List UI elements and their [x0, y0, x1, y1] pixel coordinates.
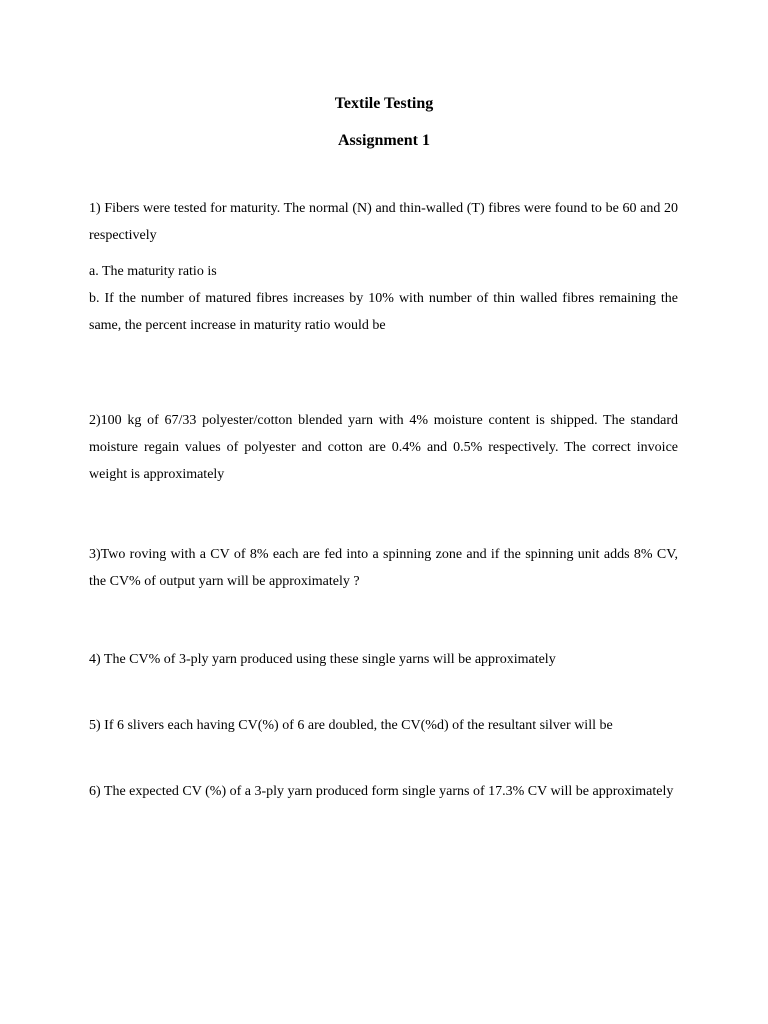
question-1-text: 1) Fibers were tested for maturity. The normal (N) and thin-walled (T) fibres were found to be 60 and 20 respectively: [89, 201, 678, 243]
question-2: [89, 407, 678, 488]
question-4: [89, 646, 678, 673]
question-1-part-a: a. The maturity ratio is: [89, 264, 217, 279]
question-4-text: 4) The CV% of 3-ply yarn produced using these single yarns will be approximately: [89, 652, 556, 667]
question-1: [89, 195, 678, 249]
question-5-text: 5) If 6 slivers each having CV(%) of 6 are doubled, the CV(%d) of the resultant silver will be: [89, 718, 613, 733]
question-6: [89, 778, 678, 805]
document-subtitle: Assignment 1: [337, 132, 430, 149]
question-5: [89, 712, 678, 739]
question-3: [89, 541, 678, 595]
question-1-parts: [89, 258, 678, 339]
question-2-text: 2)100 kg of 67/33 polyester/cotton blended yarn with 4% moisture content is shipped. The standard moisture regain values of polyester and cotton are 0.4% and 0.5% respectively. The correct invoice weight is approximately: [89, 413, 678, 482]
question-1-part-b: b. If the number of matured fibres increases by 10% with number of thin walled fibres remaining the same, the percent increase in maturity ratio would be: [89, 291, 678, 333]
question-6-text: 6) The expected CV (%) of a 3-ply yarn produced form single yarns of 17.3% CV will be approximately: [89, 784, 674, 799]
question-3-text: 3)Two roving with a CV of 8% each are fed into a spinning zone and if the spinning unit adds 8% CV, the CV% of output yarn will be approximately ?: [89, 547, 678, 589]
document-title: Textile Testing: [334, 95, 434, 112]
